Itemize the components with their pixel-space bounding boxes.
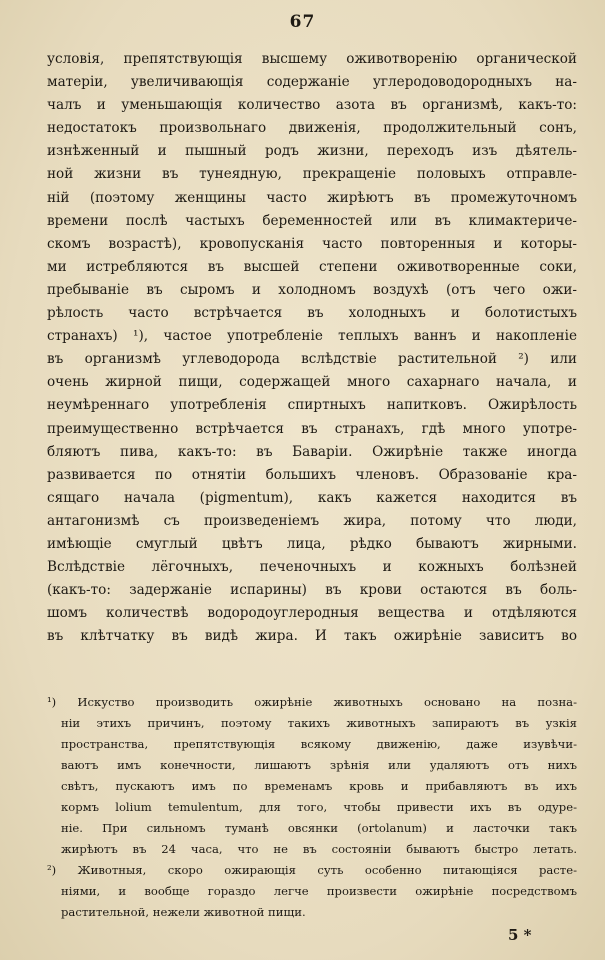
text-line: неумѣреннаго употребленія спиртныхъ напитковъ. Ожирѣлость [47,397,577,414]
text-line: ной жизни въ тунеядную, прекращеніе половыхъ отправле- [47,166,577,183]
text-line: странахъ) ¹), частое употребленіе теплыхъ ваннъ и накопленіе [47,328,577,345]
text-line: развивается по отнятіи большихъ членовъ. Образованіе кра- [47,466,577,483]
text-line: условія, препятствующія высшему оживотворенію органической [47,51,577,67]
text-line: ми истребляются въ высшей степени оживотворенные соки, [47,258,577,275]
page-number: 67 [289,12,316,32]
text-line: чалъ и уменьшающія количество азота въ организмѣ, какъ-то: [47,97,577,114]
footnote-line: ніи этихъ причинъ, поэтому такихъ животныхъ запираютъ въ узкія [61,716,577,730]
text-line: преимущественно встрѣчается въ странахъ, гдѣ много употре- [47,420,577,437]
footnote-line: пространства, препятствующія всякому движенію, даже изувѣчи- [61,737,577,751]
text-line: ній (поэтому женщины часто жирѣютъ въ промежуточномъ [47,189,577,206]
main-text-block [47,48,577,648]
text-line: имѣющіе смуглый цвѣтъ лица, рѣдко бываютъ жирными. [47,535,577,552]
text-line: въ организмѣ углеводорода вслѣдствіе растительной ²) или [47,351,577,368]
text-line: антагонизмѣ съ произведеніемъ жира, потому что люди, [47,512,577,529]
footnote-line: кормъ lolium temulentum, для того, чтобы привести ихъ въ одуре- [61,800,577,814]
footnote-line: свѣтъ, пускаютъ имъ по временамъ кровь и прибавляютъ въ ихъ [61,779,577,793]
text-line: изнѣженный и пышный родъ жизни, переходъ изъ дѣятель- [47,143,577,160]
footnote-line: ваютъ имъ конечности, лишаютъ зрѣнія или удаляютъ отъ нихъ [61,758,577,772]
text-line: въ клѣтчатку въ видѣ жира. И такъ ожирѣніе зависитъ во [47,628,577,645]
text-line: матеріи, увеличивающія содержаніе углеродоводородныхъ на- [47,74,577,91]
text-line: недостатокъ произвольнаго движенія, продолжительный сонъ, [47,120,577,137]
footnote-line: растительной, нежели животной пищи. [61,905,306,919]
footnote-line: ²) Животныя, скоро ожирающія суть особенно питающіяся расте- [47,863,577,877]
footnote-line: ¹) Искуство производить ожирѣніе животныхъ основано на позна- [47,695,577,709]
text-line: (какъ-то: задержаніе испарины) въ крови остаются въ боль- [47,582,577,599]
text-line: сящаго начала (pigmentum), какъ кажется находится въ [47,489,577,506]
footnote-line: ніе. При сильномъ туманѣ овсянки (ortolanum) и ласточки такъ [61,821,577,835]
footnote-line: жирѣютъ въ 24 часа, что не въ состояніи бываютъ быстро летать. [61,842,577,856]
text-line: пребываніе въ сыромъ и холодномъ воздухѣ (отъ чего ожи- [47,281,577,298]
text-line: скомъ возрастѣ), кровопусканія часто повторенныя и которы- [47,235,577,252]
text-line: Вслѣдствіе лёгочныхъ, печеночныхъ и кожныхъ болѣзней [47,559,577,576]
text-line: очень жирной пищи, содержащей много сахарнаго начала, и [47,374,577,391]
footnotes-block [47,692,577,923]
text-line: шомъ количествѣ водородоуглеродныя вещества и отдѣляются [47,605,577,622]
text-line: рѣлость часто встрѣчается въ холодныхъ и болотистыхъ [47,305,577,322]
printer-signature-mark: 5 * [508,926,532,944]
text-line: времени послѣ частыхъ беременностей или въ климактериче- [47,212,577,229]
footnote-line: ніями, и вообще гораздо легче произвести ожирѣніе посредствомъ [61,884,577,898]
text-line: бляютъ пива, какъ-то: въ Баваріи. Ожирѣніе также иногда [47,443,577,460]
